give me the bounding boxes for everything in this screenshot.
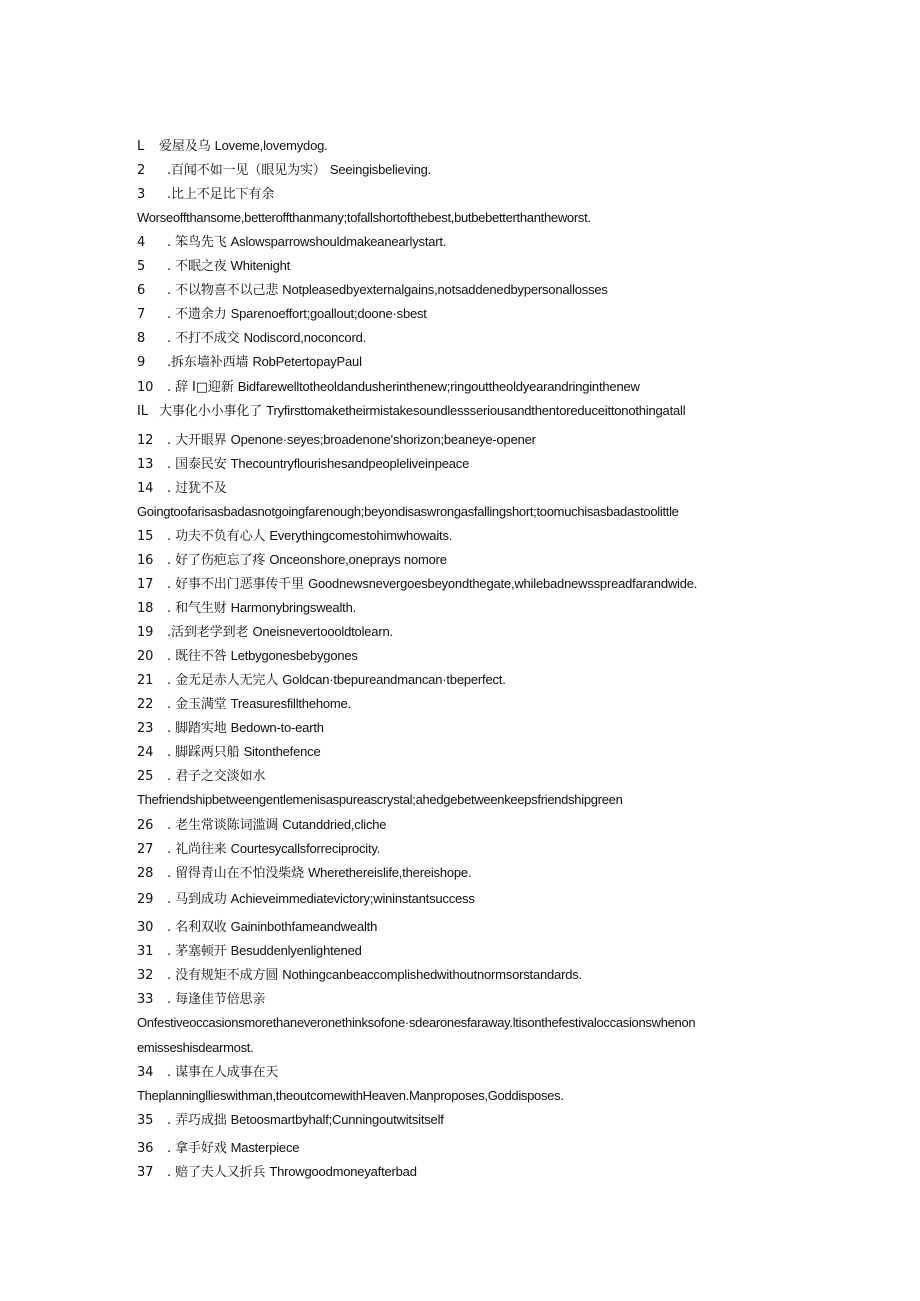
entry-chinese: . 君子之交淡如水 bbox=[167, 769, 266, 784]
idiom-entry bbox=[137, 1163, 797, 1182]
entry-number: 23 bbox=[137, 721, 154, 736]
entry-chinese: . 不以物喜不以己悲 bbox=[167, 283, 279, 298]
entry-chinese: . 脚踏实地 bbox=[167, 721, 227, 736]
entry-number: 34 bbox=[137, 1065, 154, 1080]
entry-number: 6 bbox=[137, 283, 146, 298]
idiom-entry bbox=[137, 402, 797, 421]
entry-chinese: . 过犹不及 bbox=[167, 481, 227, 496]
entry-chinese: . 国泰民安 bbox=[167, 457, 227, 472]
entry-chinese: . 既往不咎 bbox=[167, 649, 227, 664]
entry-english: Sparenoeffort;goallout;doone·sbest bbox=[230, 306, 427, 321]
entry-chinese: . 辞 I□迎新 bbox=[167, 380, 234, 395]
entry-number: 27 bbox=[137, 842, 154, 857]
idiom-entry bbox=[137, 695, 797, 714]
entry-continuation: emisseshisdearmost. bbox=[137, 1040, 254, 1055]
entry-number: 33 bbox=[137, 992, 154, 1007]
entry-chinese: . 笨鸟先飞 bbox=[167, 235, 227, 250]
entry-english: Betoosmartbyhalf;Cunningoutwitsitself bbox=[230, 1112, 444, 1127]
entry-chinese: . 弄巧成拙 bbox=[167, 1113, 227, 1128]
entry-chinese: . 谋事在人成事在天 bbox=[167, 1065, 279, 1080]
entry-chinese: 大事化小小事化了 bbox=[159, 404, 263, 419]
idiom-entry bbox=[137, 942, 797, 961]
entry-english: Tryfirsttomaketheirmistakesoundlessseriousandthentoreduceittonothingatall bbox=[266, 403, 686, 418]
entry-chinese: .活到老学到老 bbox=[167, 625, 249, 640]
entry-number: 35 bbox=[137, 1113, 154, 1128]
idiom-entry bbox=[137, 161, 797, 180]
entry-english: Goldcan·tbepureandmancan·tbeperfect. bbox=[282, 672, 506, 687]
entry-number: 17 bbox=[137, 577, 154, 592]
entry-english: Letbygonesbebygones bbox=[230, 648, 358, 663]
entry-english: Notpleasedbyexternalgains,notsaddenedbypersonallosses bbox=[282, 282, 608, 297]
entry-number: 30 bbox=[137, 920, 154, 935]
entry-chinese: . 名利双收 bbox=[167, 920, 227, 935]
idiom-entry bbox=[137, 455, 797, 474]
entry-number: 5 bbox=[137, 259, 146, 274]
idiom-entry bbox=[137, 233, 797, 252]
entry-english: Wherethereislife,thereishope. bbox=[308, 865, 472, 880]
entry-number: L bbox=[137, 139, 145, 154]
entry-chinese: 爱屋及乌 bbox=[159, 139, 211, 154]
entry-chinese: .拆东墙补西墙 bbox=[167, 355, 249, 370]
entry-number: 8 bbox=[137, 331, 146, 346]
idiom-entry bbox=[137, 990, 797, 1009]
idiom-entry bbox=[137, 599, 797, 618]
entry-number: 21 bbox=[137, 673, 154, 688]
idiom-entry bbox=[137, 918, 797, 937]
entry-english: Openone·seyes;broadenone'shorizon;beaneye-opener bbox=[230, 432, 536, 447]
entry-chinese: . 大开眼界 bbox=[167, 433, 227, 448]
entry-chinese: . 和气生财 bbox=[167, 601, 227, 616]
entry-number: 14 bbox=[137, 481, 154, 496]
entry-continuation: Goingtoofarisasbadasnotgoingfarenough;beyondisaswrongasfallingshort;toomuchisasbadastoolittle bbox=[137, 504, 679, 519]
entry-english: Seeingisbelieving. bbox=[329, 162, 432, 177]
entry-chinese: . 留得青山在不怕没柴烧 bbox=[167, 866, 305, 881]
entry-english: Courtesycallsforreciprocity. bbox=[230, 841, 381, 856]
entry-english: Thecountryflourishesandpeopleliveinpeace bbox=[230, 456, 470, 471]
entry-chinese: . 没有规矩不成方圆 bbox=[167, 968, 279, 983]
idiom-entry bbox=[137, 527, 797, 546]
entry-number: 15 bbox=[137, 529, 154, 544]
entry-number: 26 bbox=[137, 818, 154, 833]
entry-english: RobPetertopayPaul bbox=[252, 354, 362, 369]
entry-number: 13 bbox=[137, 457, 154, 472]
entry-chinese: . 好了伤疤忘了疼 bbox=[167, 553, 266, 568]
entry-number: 19 bbox=[137, 625, 154, 640]
entry-chinese: . 马到成功 bbox=[167, 892, 227, 907]
entry-number: 36 bbox=[137, 1141, 154, 1156]
entry-chinese: . 不眠之夜 bbox=[167, 259, 227, 274]
entry-chinese: . 好事不出门恶事传千里 bbox=[167, 577, 305, 592]
idiom-entry bbox=[137, 281, 797, 300]
entry-english: Goodnewsnevergoesbeyondthegate,whilebadnewsspreadfarandwide. bbox=[308, 576, 698, 591]
idiom-entry bbox=[137, 1139, 797, 1158]
entry-number: 12 bbox=[137, 433, 154, 448]
idiom-entry bbox=[137, 1111, 797, 1130]
entry-chinese: . 礼尚往来 bbox=[167, 842, 227, 857]
entry-number: 20 bbox=[137, 649, 154, 664]
entry-chinese: . 金无足赤人无完人 bbox=[167, 673, 279, 688]
entry-number: 10 bbox=[137, 380, 154, 395]
idiom-entry bbox=[137, 816, 797, 835]
idiom-entry bbox=[137, 719, 797, 738]
idiom-entry bbox=[137, 767, 797, 786]
entry-chinese: . 赔了夫人又折兵 bbox=[167, 1165, 266, 1180]
entry-chinese: . 老生常谈陈词滥调 bbox=[167, 818, 279, 833]
entry-english: Oneisnevertoooldtolearn. bbox=[252, 624, 393, 639]
entry-english: Harmonybringswealth. bbox=[230, 600, 357, 615]
idiom-entry bbox=[137, 1063, 797, 1082]
idiom-entry bbox=[137, 479, 797, 498]
entry-english: Treasuresfillthehome. bbox=[230, 696, 351, 711]
entry-chinese: . 茅塞顿开 bbox=[167, 944, 227, 959]
entry-number: 9 bbox=[137, 355, 146, 370]
idiom-entry bbox=[137, 671, 797, 690]
entry-number: IL bbox=[137, 404, 148, 419]
entry-chinese: . 每逢佳节倍思亲 bbox=[167, 992, 266, 1007]
entry-english: Bedown-to-earth bbox=[230, 720, 324, 735]
entry-number: 18 bbox=[137, 601, 154, 616]
entry-chinese: . 脚踩两只船 bbox=[167, 745, 240, 760]
entry-number: 7 bbox=[137, 307, 146, 322]
entry-continuation: Worseoffthansome,betteroffthanmany;tofallshortofthebest,butbebetterthantheworst. bbox=[137, 210, 591, 225]
entry-english: Achieveimmediatevictory;wininstantsuccess bbox=[230, 891, 475, 906]
entry-number: 25 bbox=[137, 769, 154, 784]
entry-chinese: . 不遗余力 bbox=[167, 307, 227, 322]
entry-chinese: . 不打不成交 bbox=[167, 331, 240, 346]
entry-number: 32 bbox=[137, 968, 154, 983]
entry-english: Bidfarewelltotheoldandusherinthenew;ringouttheoldyearandringinthenew bbox=[237, 379, 640, 394]
entry-number: 22 bbox=[137, 697, 154, 712]
entry-continuation: Thefriendshipbetweengentlemenisaspureascrystal;ahedgebetweenkeepsfriendshipgreen bbox=[137, 792, 623, 807]
idiom-entry bbox=[137, 551, 797, 570]
entry-english: Loveme,lovemydog. bbox=[214, 138, 328, 153]
entry-number: 31 bbox=[137, 944, 154, 959]
idiom-entry bbox=[137, 840, 797, 859]
entry-number: 29 bbox=[137, 892, 154, 907]
entry-continuation: Theplanningllieswithman,theoutcomewithHeaven.Manproposes,Goddisposes. bbox=[137, 1088, 564, 1103]
entry-english: Masterpiece bbox=[230, 1140, 300, 1155]
entry-chinese: . 金玉满堂 bbox=[167, 697, 227, 712]
entry-continuation: Onfestiveoccasionsmorethaneveronethinksofone·sdearonesfaraway.ltisonthefestivaloccasionswhenon bbox=[137, 1015, 696, 1030]
entry-number: 28 bbox=[137, 866, 154, 881]
entry-chinese: .百闻不如一见（眼见为实） bbox=[167, 163, 326, 178]
idiom-entry bbox=[137, 137, 797, 156]
entry-english: Nothingcanbeaccomplishedwithoutnormsorstandards. bbox=[282, 967, 582, 982]
entry-number: 2 bbox=[137, 163, 146, 178]
entry-english: Aslowsparrowshouldmakeanearlystart. bbox=[230, 234, 447, 249]
idiom-entry bbox=[137, 329, 797, 348]
entry-chinese: .比上不足比下有余 bbox=[167, 187, 275, 202]
entry-english: Sitonthefence bbox=[243, 744, 321, 759]
idiom-entry bbox=[137, 623, 797, 642]
entry-english: Throwgoodmoneyafterbad bbox=[269, 1164, 417, 1179]
idiom-entry bbox=[137, 575, 797, 594]
idiom-entry bbox=[137, 378, 797, 397]
entry-chinese: . 拿手好戏 bbox=[167, 1141, 227, 1156]
entry-english: Cutanddried,cliche bbox=[282, 817, 387, 832]
entry-english: Nodiscord,noconcord. bbox=[243, 330, 367, 345]
idiom-entry bbox=[137, 743, 797, 762]
entry-number: 24 bbox=[137, 745, 154, 760]
entry-number: 3 bbox=[137, 187, 146, 202]
idiom-entry bbox=[137, 305, 797, 324]
idiom-entry bbox=[137, 966, 797, 985]
idiom-entry bbox=[137, 431, 797, 450]
idiom-entry bbox=[137, 257, 797, 276]
idiom-entry bbox=[137, 647, 797, 666]
entry-number: 16 bbox=[137, 553, 154, 568]
idiom-entry bbox=[137, 185, 797, 204]
entry-english: Besuddenlyenlightened bbox=[230, 943, 362, 958]
entry-chinese: . 功夫不负有心人 bbox=[167, 529, 266, 544]
entry-english: Onceonshore,oneprays nomore bbox=[269, 552, 447, 567]
entry-english: Everythingcomestohimwhowaits. bbox=[269, 528, 453, 543]
idiom-entry bbox=[137, 864, 797, 883]
entry-english: Whitenight bbox=[230, 258, 291, 273]
idiom-entry bbox=[137, 890, 797, 909]
entry-english: Gaininbothfameandwealth bbox=[230, 919, 378, 934]
entry-number: 4 bbox=[137, 235, 146, 250]
entry-number: 37 bbox=[137, 1165, 154, 1180]
idiom-entry bbox=[137, 353, 797, 372]
